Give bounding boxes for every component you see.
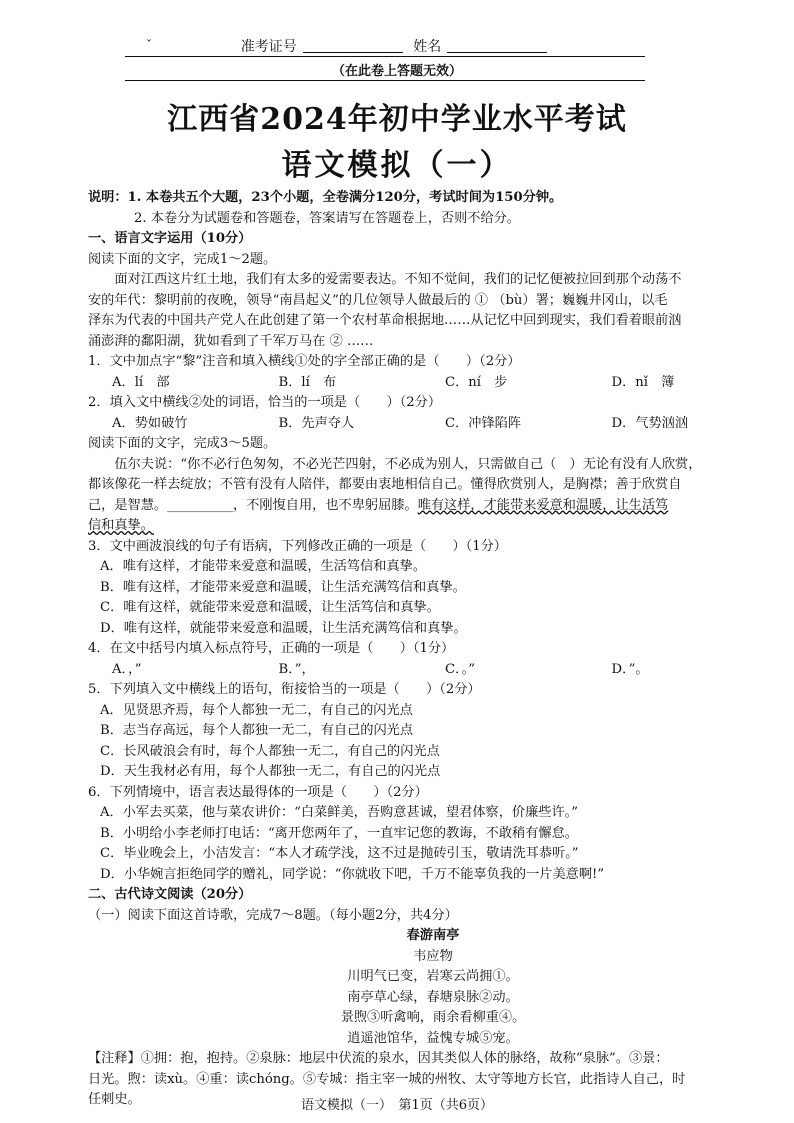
header-fields (0, 36, 794, 56)
section-two-heading: 二、古代诗文阅读（20分） (88, 887, 252, 902)
wavy-sentence-part-2: 信和真挚。 (88, 518, 154, 533)
read2-line-2: 都该像花一样去绽放；不管有没有人陪伴，都要由衷地相信自己。懂得欣赏别人，是胸襟；善于欣赏自 (88, 477, 682, 492)
q5-option-a: A．见贤思齐焉，每个人都独一无二，有自己的闪光点 (100, 702, 413, 718)
q5-option-b: B．志当存高远，每个人都独一无二，有自己的闪光点 (100, 723, 414, 738)
q4-stem: 4．在文中括号内填入标点符号，正确的一项是（ ）（1分） (88, 641, 455, 656)
q6-option-c: C．毕业晚会上，小洁发言：“本人才疏学浅，这不过是抛砖引玉，敬请洗耳恭听。” (100, 846, 579, 861)
exam-content (88, 188, 778, 1111)
header-rule-top (125, 56, 645, 57)
tick-mark: ˇ (146, 38, 152, 52)
exam-id-blank (303, 38, 403, 53)
q4-option-d: D．”。 (611, 661, 649, 677)
section-one-heading: 一、语言文字运用（10分） (88, 231, 252, 246)
main-title: 江西省2024年初中学业水平考试 (167, 102, 627, 137)
q4-option-a: A．，” (112, 661, 142, 677)
read1-line-2: 安的年代：黎明前的夜晚，领导“南昌起义”的几位领导人做最后的 ① （bù）署；巍巍井冈山，以毛 (88, 292, 668, 308)
q2-option-c: C．冲锋陷阵 (445, 415, 522, 431)
read2-line-1: 伍尔夫说：“你不必行色匆匆，不必光芒四射，不必成为别人，只需做自己（ ）无论有没有人欣赏， (114, 456, 702, 472)
instruction-1: 说明：1. 本卷共五个大题，23个小题，全卷满分120分，考试时间为150分钟。 (88, 190, 563, 205)
read1-prompt: 阅读下面的文字，完成1～2题。 (88, 251, 277, 267)
poem-title: 春游南亭 (406, 928, 460, 943)
read2-line-3 (88, 496, 778, 517)
q6-stem: 6．下列情境中，语言表达最得体的一项是（ ）（2分） (88, 784, 428, 800)
name-label: 姓名 (413, 39, 442, 55)
q4-option-c: C．。” (445, 661, 476, 677)
q1-options (88, 373, 778, 394)
notes-line-2: 日光。煦：读xù。④重：读chóng。⑤专城：指主宰一城的州牧、太守等地方长官，此指诗人自己，时 (88, 1071, 686, 1087)
q2-option-b: B．先声夺人 (278, 415, 355, 431)
q5-stem: 5．下列填入文中横线上的语句，衔接恰当的一项是（ ）（2分） (88, 682, 481, 697)
read1-line-4: 涌澎湃的鄱阳湖，犹如看到了千军万马在 ② …… (88, 333, 374, 349)
read3-prompt: （一）阅读下面这首诗歌，完成7～8题。（每小题2分，共4分） (88, 907, 458, 923)
q3-option-b: B．唯有这样，才能带来爱意和温暖，让生活充满笃信和真挚。 (100, 579, 466, 595)
instruction-2: 2. 本卷分为试题卷和答题卷，答案请写在答题卷上，否则不给分。 (134, 210, 521, 226)
q2-stem: 2．填入文中横线②处的词语，恰当的一项是（ ）（2分） (88, 395, 442, 410)
q3-option-d: D．唯有这样，就能带来爱意和温暖，让生活充满笃信和真挚。 (100, 620, 467, 636)
page-footer: 语文模拟（一） 第1页（共6页） (300, 1098, 494, 1113)
q2-option-a: A．势如破竹 (112, 415, 188, 431)
read1-line-1: 面对江西这片红土地，我们有太多的爱需要表达。不知不觉间，我们的记忆便被拉回到那个动荡不 (114, 272, 682, 287)
poem-line-2: 南亭草心绿，春塘泉脉②动。 (347, 989, 519, 1005)
exam-id-label: 准考证号 (240, 39, 297, 55)
wavy-sentence-part-1: 唯有这样，才能带来爱意和温暖，让生活笃 (417, 497, 669, 513)
q4-option-b: B．”， (278, 661, 315, 677)
header-rule-bottom (125, 80, 645, 81)
read1-line-3: 泽东为代表的中国共产党人在此创建了第一个农村革命根据地……从记忆中回到现实，我们看着眼前汹 (88, 313, 682, 328)
poem-line-4: 逍遥池馆华，益愧专城⑤宠。 (347, 1030, 519, 1046)
read2-prompt: 阅读下面的文字，完成3～5题。 (88, 436, 277, 451)
q1-stem: 1．文中加点字“黎”注音和填入横线①处的字全部正确的是（ ）（2分） (88, 354, 521, 369)
q2-options (88, 414, 778, 435)
poem-author: 韦应物 (413, 948, 453, 964)
q1-option-a: A．lí 部 (112, 374, 170, 390)
q1-option-d: D．nǐ 簿 (611, 374, 675, 390)
q6-option-b: B．小明给小李老师打电话：“离开您两年了，一直牢记您的教诲，不敢稍有懈怠。 (100, 825, 578, 841)
q3-option-a: A．唯有这样，才能带来爱意和温暖，生活笃信和真挚。 (100, 559, 427, 574)
q5-option-c: C．长风破浪会有时，每个人都独一无二，有自己的闪光点 (100, 743, 440, 759)
q1-option-b: B．lí 布 (278, 374, 337, 390)
q6-option-a: A．小军去买菜，他与菜农讲价：“白菜鲜美，吾购意甚诚，望君体察，价廉些许。” (100, 805, 578, 820)
sub-title: 语文模拟（一） (281, 148, 513, 183)
q2-option-d: D．气势汹汹 (611, 415, 689, 431)
notes-line-3: 任刺史。 (88, 1092, 141, 1107)
notes-line-1: 【注释】①拥：抱，抱持。②泉脉：地层中伏流的泉水，因其类似人体的脉络，故称“泉脉”。③景： (88, 1051, 669, 1066)
header-note: （在此卷上答题无效） (331, 64, 462, 79)
read2-line-3-text: 己，是智慧。__________，不刚愎自用，也不卑躬屈膝。 (88, 497, 418, 513)
q6-option-d: D．小华婉言拒绝同学的赠礼，同学说：“你就收下吧，千万不能辜负我的一片美意啊!” (100, 866, 605, 882)
poem-line-3: 景煦③听禽响，雨余看柳重④。 (340, 1010, 526, 1025)
q5-option-d: D．天生我材必有用，每个人都独一无二，有自己的闪光点 (100, 764, 441, 779)
read2-line-4 (88, 516, 778, 537)
poem-line-1: 川明气已变，岩寒云尚拥①。 (347, 969, 519, 984)
q4-options (88, 660, 778, 681)
name-blank (447, 38, 547, 53)
q1-option-c: C．ní 步 (445, 374, 508, 390)
q3-option-c: C．唯有这样，就能带来爱意和温暖，让生活笃信和真挚。 (100, 600, 440, 615)
q3-stem: 3．文中画波浪线的句子有语病，下列修改正确的一项是（ ）（1分） (88, 538, 507, 554)
